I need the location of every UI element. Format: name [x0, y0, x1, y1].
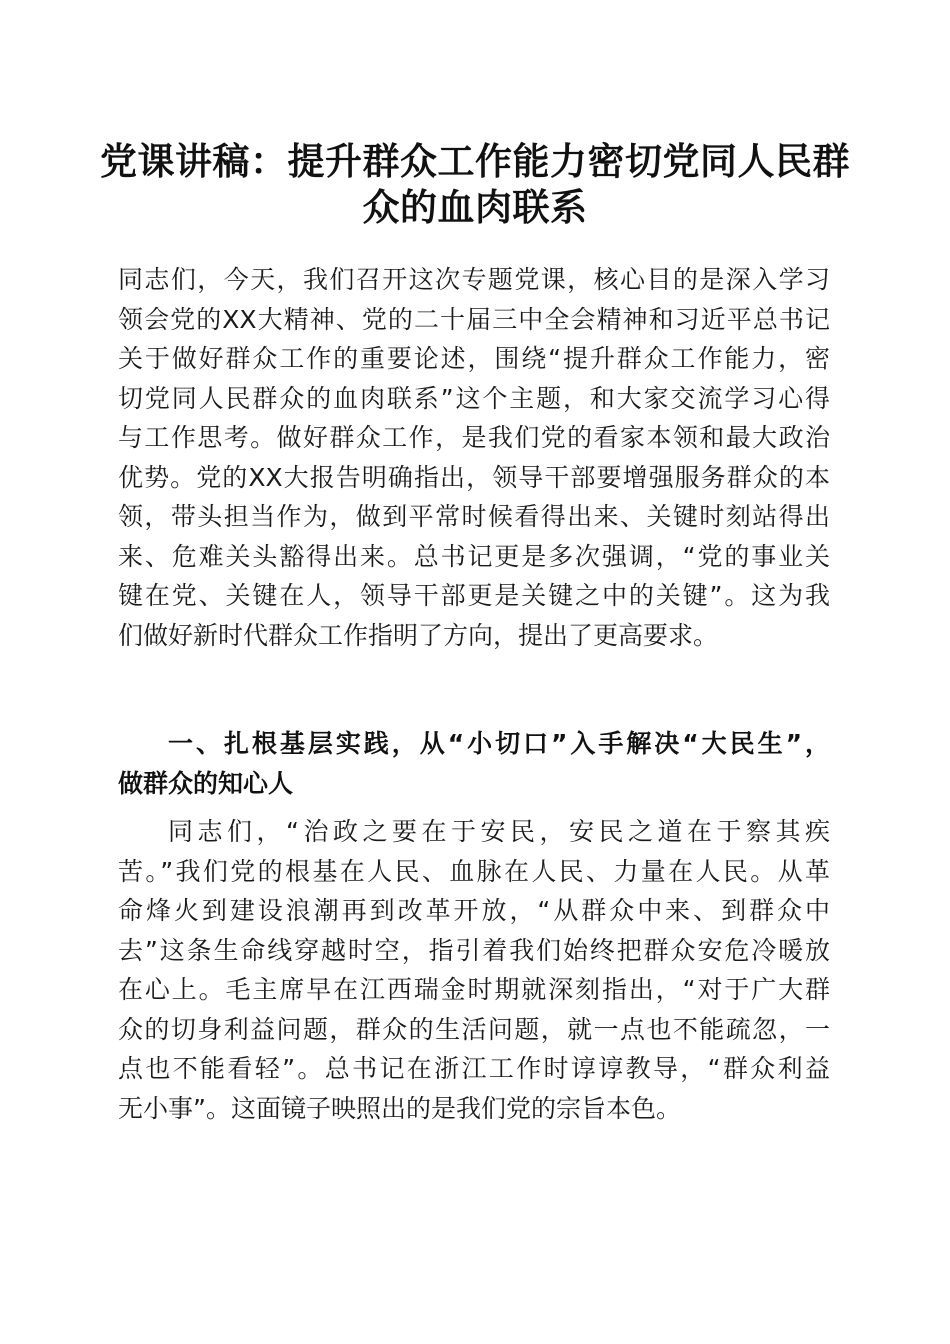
paragraph-line: 众的切身利益问题，群众的生活问题，就一点也不能疏忽，一: [118, 1014, 830, 1044]
paragraph-line: 命烽火到建设浪潮再到改革开放，“从群众中来、到群众中: [118, 896, 830, 925]
paragraph-line: 与工作思考。做好群众工作，是我们党的看家本领和最大政治: [118, 423, 830, 452]
section-paragraph: [118, 812, 830, 1128]
paragraph-line: 点也不能看轻”。总书记在浙江工作时谆谆教导，“群众利益: [118, 1054, 830, 1083]
title-line: 党课讲稿：提升群众工作能力密切党同人民群: [100, 139, 850, 183]
paragraph-line: 领会党的XX大精神、党的二十届三中全会精神和习近平总书记: [118, 304, 830, 334]
paragraph-line: 苦。”我们党的根基在人民、血脉在人民、力量在人民。从革: [118, 856, 830, 886]
paragraph-line: 键在党、关键在人，领导干部更是关键之中的关键”。这为我: [118, 581, 830, 610]
paragraph-line: 切党同人民群众的血肉联系”这个主题，和大家交流学习心得: [118, 383, 830, 413]
heading-line: 做群众的知心人: [118, 769, 294, 798]
paragraph-line: 优势。党的XX大报告明确指出，领导干部要增强服务群众的本: [118, 462, 830, 492]
paragraph-line: 去”这条生命线穿越时空，指引着我们始终把群众安危冷暖放: [118, 935, 830, 965]
intro-paragraph: [118, 260, 830, 655]
paragraph-line: 无小事”。这面镜子映照出的是我们党的宗旨本色。: [118, 1093, 681, 1123]
paragraph-line: 同志们，今天，我们召开这次专题党课，核心目的是深入学习: [118, 265, 830, 294]
title-line: 众的血肉联系: [362, 185, 588, 229]
section-heading: [118, 724, 830, 804]
paragraph-line: 来、危难关头豁得出来。总书记更是多次强调，“党的事业关: [118, 541, 830, 571]
paragraph-line: 们做好新时代群众工作指明了方向，提出了更高要求。: [118, 620, 719, 650]
paragraph-line: 在心上。毛主席早在江西瑞金时期就深刻指出，“对于广大群: [118, 975, 830, 1004]
heading-line: 一、扎根基层实践，从“小切口”入手解决“大民生”，: [168, 729, 830, 758]
paragraph-line: 关于做好群众工作的重要论述，围绕“提升群众工作能力，密: [118, 344, 830, 373]
paragraph-line: 同志们，“治政之要在于安民，安民之道在于察其疾: [168, 817, 830, 846]
paragraph-line: 领，带头担当作为，做到平常时候看得出来、关键时刻站得出: [118, 502, 830, 531]
document-title: [100, 138, 850, 230]
